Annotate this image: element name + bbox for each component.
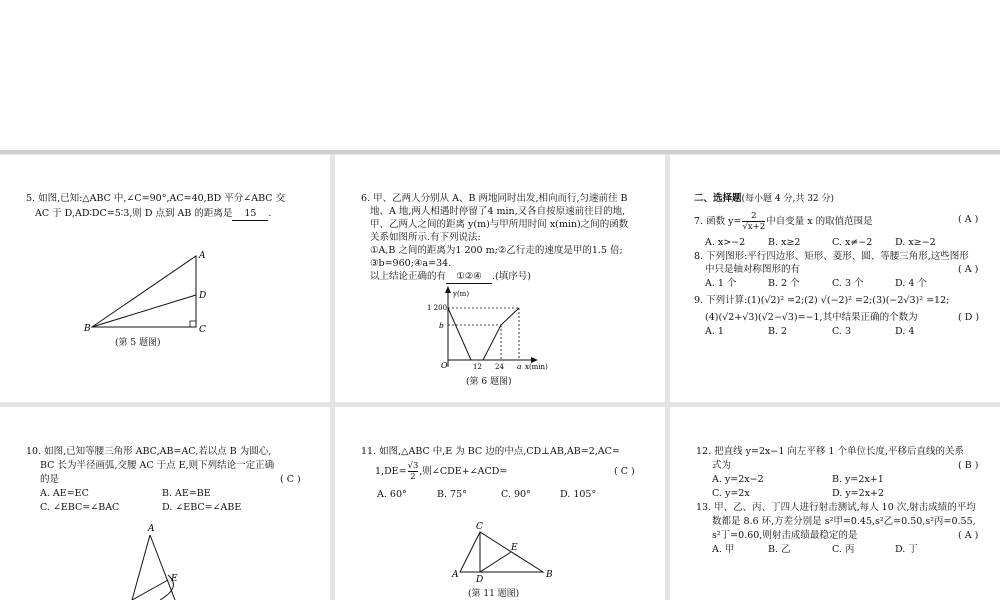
q11-text-pre: 1,DE=	[375, 466, 407, 477]
panel-questions-7-9	[670, 155, 1000, 402]
q7-fraction	[742, 211, 765, 232]
q10-answer: ( C )	[280, 474, 301, 485]
label-a: A	[199, 251, 206, 261]
label-origin: O	[441, 361, 448, 370]
segment-de	[480, 552, 511, 572]
q13-line2: 数都是 8.6 环,方差分别是 s²甲=0.45,s²乙=0.50,s²丙=0.55,	[712, 516, 976, 527]
q9-option-d: D. 4	[895, 326, 915, 337]
q11-denominator: 2	[410, 472, 416, 482]
section-title: 二、选择题	[694, 193, 742, 204]
label-e: E	[511, 543, 518, 553]
q6-line-5: ①A,B 之间的距离为1 200 m;②乙行走的速度是甲的1.5 倍;	[370, 245, 623, 256]
q8-option-d: D. 4 个	[895, 278, 927, 289]
q10-line2: BC 长为半径画弧,交腰 AC 于点 E,则下列结论一定正确	[40, 460, 275, 471]
q7-option-c: C. x≠−2	[832, 237, 873, 248]
label-a: A	[452, 570, 459, 580]
triangle-abc	[92, 256, 196, 327]
graph-line	[448, 308, 519, 360]
q13-option-b: B. 乙	[768, 544, 791, 555]
q6-answer: ①②④	[446, 270, 492, 284]
q8-option-c: C. 3 个	[832, 278, 864, 289]
section-note: (每小题 4 分,共 32 分)	[741, 194, 835, 204]
label-d: D	[476, 575, 484, 585]
q6-function-graph	[335, 155, 665, 402]
q7-text-pre: 7. 函数 y=	[694, 216, 742, 227]
q12-option-d: D. y=2x+2	[832, 488, 885, 499]
label-c: C	[476, 522, 483, 532]
q11-triangle-figure	[335, 407, 665, 600]
triangle-abc	[460, 532, 543, 572]
q12-line1: 12. 把直线 y=2x−1 向左平移 1 个单位长度,平移后直线的关系	[696, 446, 965, 457]
label-e: E	[171, 574, 178, 584]
panel-question-5	[0, 155, 330, 402]
q13-option-d: D. 丁	[895, 544, 918, 555]
q6-caption: (第 6 题图)	[466, 377, 512, 387]
label-b: B	[546, 570, 553, 580]
q7-numerator: 2	[742, 211, 765, 222]
q9-answer: ( D )	[958, 312, 980, 323]
q10-line3: 的是	[40, 474, 60, 485]
q7-option-b: B. x≥2	[768, 237, 801, 248]
q5-caption: (第 5 题图)	[115, 338, 161, 348]
panel-question-10	[0, 407, 330, 600]
q12-option-a: A. y=2x−2	[712, 474, 764, 485]
q11-text-post: ,则∠CDE+∠ACD=	[419, 466, 508, 477]
q12-answer: ( B )	[958, 460, 979, 471]
q11-option-d: D. 105°	[560, 489, 597, 500]
q6-line-4: 关系如图所示.有下列说法:	[370, 232, 481, 243]
q7-stem	[694, 211, 873, 232]
label-b: b	[439, 321, 444, 330]
q9-line1: 9. 下列计算:(1)(√2)² =2;(2) √(−2)² =2;(3)(−2√3)² =12;	[694, 295, 950, 306]
q5-answer: 15	[232, 207, 268, 221]
q10-line1: 10. 如图,已知等腰三角形 ABC,AB=AC,若以点 B 为圆心,	[26, 446, 272, 457]
q5-triangle-figure	[0, 155, 330, 402]
q11-option-a: A. 60°	[377, 489, 407, 500]
label-a: A	[148, 524, 155, 534]
q8-line1: 8. 下列图形:平行四边形、矩形、菱形、圆、等腰三角形,这些图形	[694, 251, 969, 262]
q6-last-end: .(填序号)	[492, 271, 531, 282]
q9-option-c: C. 3	[832, 326, 852, 337]
q5-line2-text: AC 于 D,AD∶DC=5∶3,则 D 点到 AB 的距离是	[35, 208, 233, 219]
q13-option-c: C. 丙	[832, 544, 855, 555]
q5-line1: 5. 如图,已知:△ABC 中,∠C=90°,AC=40,BD 平分∠ABC 交	[26, 193, 286, 204]
q11-answer: ( C )	[614, 466, 635, 477]
y-axis-arrow	[445, 286, 451, 293]
q11-caption: (第 11 题图)	[468, 589, 520, 599]
q6-line-3: 甲、乙两人之间的距离 y(m)与甲所用时间 x(min)之间的函数	[370, 219, 629, 230]
q10-option-c: C. ∠EBC=∠BAC	[40, 502, 120, 513]
q8-line2: 中只是轴对称图形的有	[705, 264, 801, 275]
panel-question-11	[335, 407, 665, 600]
q6-line-6: ③b=960;④a=34.	[370, 258, 452, 269]
q7-text-post: 中自变量 x 的取值范围是	[766, 216, 873, 227]
segment-be	[132, 580, 168, 600]
q7-option-d: D. x≥−2	[895, 237, 936, 248]
bisector-bd	[92, 295, 196, 327]
q8-option-a: A. 1 个	[705, 278, 737, 289]
q9-option-b: B. 2	[768, 326, 788, 337]
panel-questions-12-13	[670, 407, 1000, 600]
q12-option-c: C. y=2x	[712, 488, 750, 499]
q13-line3: s²丁=0.60,则射击成绩最稳定的是	[712, 530, 858, 541]
right-angle-mark	[190, 321, 196, 327]
q7-option-a: A. x>−2	[705, 237, 746, 248]
q11-option-c: C. 90°	[501, 489, 531, 500]
q7-denominator: √x+2	[742, 222, 766, 232]
q7-answer: ( A )	[958, 214, 979, 225]
q8-option-b: B. 2 个	[768, 278, 800, 289]
label-xlabel: x(min)	[525, 363, 548, 371]
label-xa: a	[517, 362, 522, 371]
label-x12: 12	[473, 363, 482, 371]
q9-line2: (4)(√2+√3)(√2−√3)=−1,其中结果正确的个数为	[705, 312, 918, 323]
label-x24: 24	[495, 363, 504, 371]
q13-option-a: A. 甲	[712, 544, 735, 555]
label-1200: 1 200	[427, 304, 448, 312]
q10-triangle-figure	[0, 407, 330, 600]
q6-line-2: 地、A 地,两人相遇时停留了4 min,又各自按原速前往目的地,	[370, 206, 626, 217]
q12-option-b: B. y=2x+1	[832, 474, 884, 485]
q10-option-a: A. AE=EC	[40, 488, 89, 499]
label-c: C	[199, 325, 206, 335]
panel-question-6	[335, 155, 665, 402]
q11-numerator: √3	[407, 461, 419, 471]
side-ab	[132, 535, 150, 600]
q6-last-text: 以上结论正确的有	[370, 271, 447, 282]
q5-line2-end: .	[268, 208, 272, 219]
label-b: B	[84, 324, 91, 334]
top-blank-area	[0, 0, 1000, 150]
q13-answer: ( A )	[958, 530, 979, 541]
label-d: D	[199, 291, 207, 301]
q8-answer: ( A )	[958, 264, 979, 275]
q11-option-b: B. 75°	[437, 489, 467, 500]
q6-line-1: 6. 甲、乙两人分别从 A、B 两地同时出发,相向而行,匀速前往 B	[361, 193, 628, 204]
q13-line1: 13. 甲、乙、丙、丁四人进行射击测试,每人 10 次,射击成绩的平均	[696, 502, 976, 513]
q10-option-d: D. ∠EBC=∠ABE	[162, 502, 242, 513]
q9-option-a: A. 1	[705, 326, 724, 337]
section-heading	[694, 192, 834, 206]
q11-line1: 11. 如图,△ABC 中,E 为 BC 边的中点,CD⊥AB,AB=2,AC=	[361, 446, 620, 457]
divider-bar	[0, 150, 1000, 154]
q12-line2: 式为	[712, 460, 732, 471]
label-ylabel: y(m)	[453, 290, 470, 298]
q10-option-b: B. AE=BE	[162, 488, 211, 499]
